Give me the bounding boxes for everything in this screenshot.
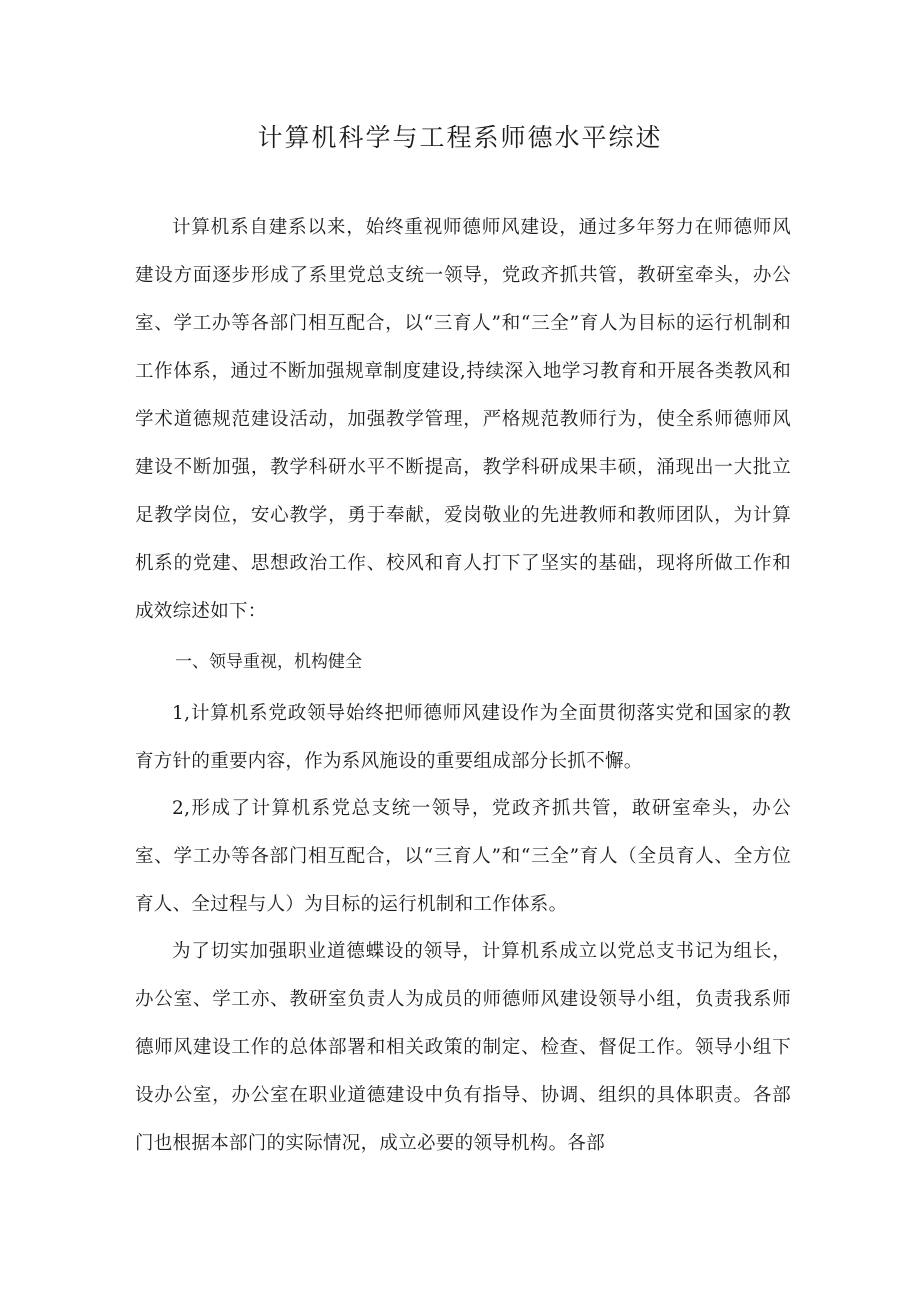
paragraph-leadership-group: 为了切实加强职业道德蝶设的领导，计算机系成立以党总支书记为组长，办公室、学工亦、教研室负责人为成员的师德师风建设领导小组，负责我系师德师风建设工作的总体部署和相关政策的制定、检查、督促工作。领导小组下设办公室，办公室在职业道德建设中负有指导、协调、组织的具体职责。各部门也根据本部门的实际情况，成立必要的领导机构。各部 [135,941,791,1154]
intro-paragraph: 计算机系自建系以来，始终重视师德师风建设，通过多年努力在师德师风建设方面逐步形成了系里党总支统一领导，党政齐抓共管，教研室牵头，办公室、学工办等各部门相互配合，以“三育人”和“三全”育人为目标的运行机制和工作体系，通过不断加强规章制度建设,持续深入地学习教育和开展各类教风和学术道德规范建设活动，加强教学管理，严格规范教师行为，使全系师德师风建设不断加强，教学科研水平不断提高，教学科研成果丰硕，涌现出一大批立足教学岗位，安心教学，勇于奉献，爱岗敬业的先进教师和教师团队，为计算机系的党建、思想政治工作、校风和育人打下了坚实的基础，现将所做工作和成效综述如下： [135,217,791,622]
paragraph-item-1: 1,计算机系党政领导始终把师德师风建设作为全面贯彻落实党和国家的教育方针的重要内容，作为系风施设的重要组成部分长抓不懈。 [135,703,791,772]
document-title: 计算机科学与工程系师德水平综述 [257,123,663,152]
section-heading: 一、领导重视，机构健全 [175,652,362,671]
paragraph-item-2: 2,形成了计算机系党总支统一领导，党政齐抓共管，敢研室牵头，办公室、学工办等各部门相互配合，以“三育人”和“三全”育人（全员育人、全方位育人、全过程与人）为目标的运行机制和工作体系。 [135,798,791,915]
